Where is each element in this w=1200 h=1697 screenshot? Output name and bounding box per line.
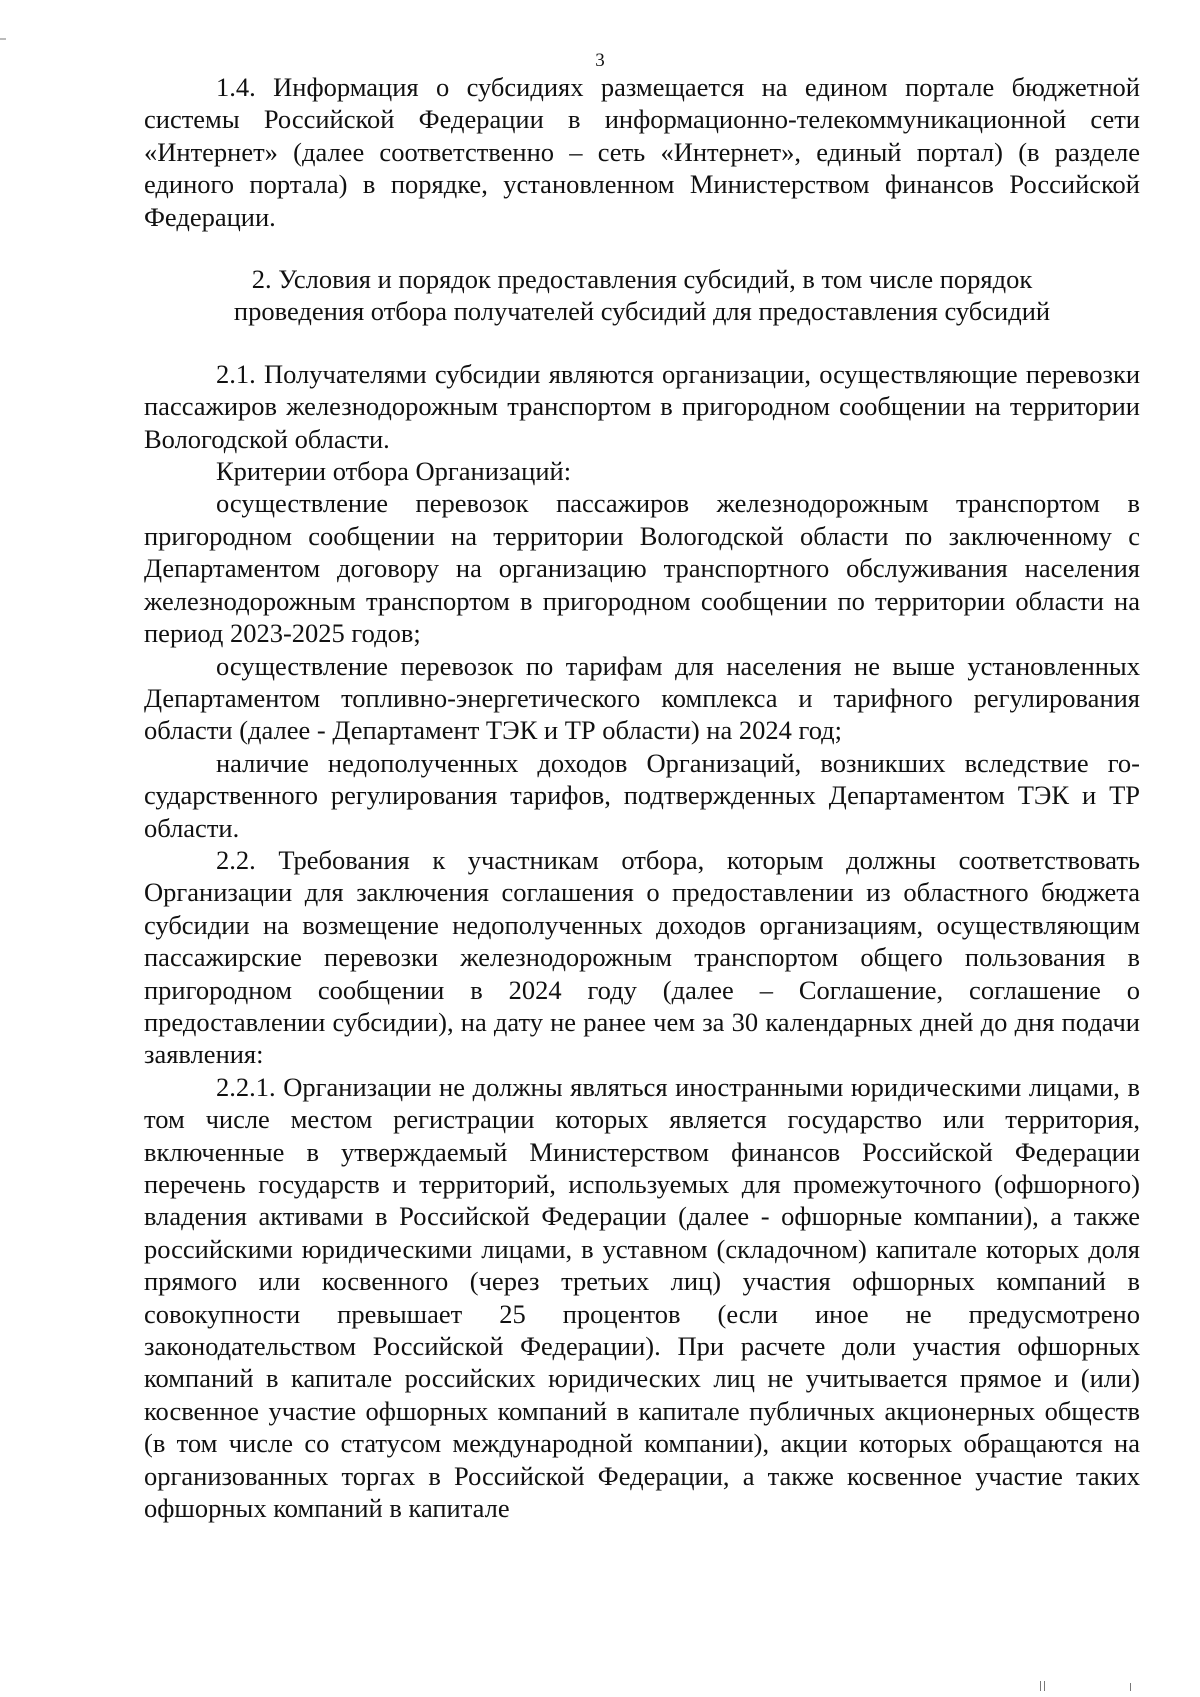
paragraph-criterion-2: осуществление перевозок по тарифам для населения не выше установленных Департаментом топливно-энергетического комплекса и тарифного регулирования области (далее - Департамент ТЭК и ТР области) на 2024 год; (144, 650, 1140, 746)
scan-artifact-marks (1020, 1679, 1140, 1691)
section-heading-line-1: 2. Условия и порядок предоставления субсидий, в том числе порядок (251, 264, 1033, 295)
document-body (144, 71, 1140, 1524)
paragraph-2-2-1: 2.2.1. Организации не должны являться иностранными юридическими лицами, в том числе местом регистрации которых является государство или территория, включенные в утверждаемый Министерством финансов Российской Федерации перечень государств и территорий, используемых для промежуточного (офшорного) владения активами в Российской Федерации (далее - офшорные компании), а также российскими юридическими лицами, в уставном (складочном) капитале которых доля прямого или косвенного (через третьих лиц) участия офшорных компаний в совокупности превышает 25 процентов (если иное не предусмотрено законодательством Российской Федерации). При расчете доли участия офшорных компаний в капитале российских юридических лиц не учитывается прямое и (или) косвенное участие офшорных компаний в капитале публичных акционерных обществ (в том числе со статусом международной компании), акции которых обращаются на организованных торгах в Российской Федерации, а также косвенное участие таких офшорных компаний в капитале (144, 1071, 1140, 1524)
paragraph-1-4: 1.4. Информация о субсидиях размещается на едином портале бюджетной системы Российской Федерации в информационно-телекоммуникационной сети «Интернет» (далее соответственно – сеть «Интернет», единый портал) (в разделе единого портала) в порядке, установленном Министерством финансов Российской Федерации. (144, 72, 1140, 232)
section-heading-2 (144, 263, 1140, 328)
paragraph-criterion-1: осуществление перевозок пассажиров железнодорожным транспортом в пригородном сообщении на территории Вологодской области по заключенному с Департаментом договору на организацию транспортного обслуживания населения железнодорожным транспортом в пригородном сообщении по территории области на период 2023-2025 годов; (144, 488, 1140, 649)
section-heading-line-2: проведения отбора получателей субсидий для предоставления субсидий (233, 296, 1051, 327)
paragraph-criterion-3: наличие недополученных доходов Организаций, возникших вследствие государственного регулирования тарифов, подтвержденных Департаментом ТЭК и ТР области. (144, 747, 1140, 843)
page-number: 3 (595, 50, 605, 71)
paragraph-criteria-heading: Критерии отбора Организаций: (216, 456, 572, 487)
paragraph-2-1: 2.1. Получателями субсидии являются организации, осуществляющие перевозки пассажиров железнодорожным транспортом в пригородном сообщении на территории Вологодской области. (144, 358, 1140, 454)
paragraph-2-2: 2.2. Требования к участникам отбора, которым должны соответствовать Организации для заключения соглашения о предоставлении из областного бюджета субсидии на возмещение недополученных доходов организациям, осуществляющим пассажирские перевозки железнодорожным транспортом общего пользования в пригородном сообщении в 2024 году (далее – Соглашение, соглашение о предоставлении субсидии), на дату не ранее чем за 30 календарных дней до дня подачи заявления: (144, 844, 1140, 1070)
scan-edge-mark (0, 38, 6, 40)
